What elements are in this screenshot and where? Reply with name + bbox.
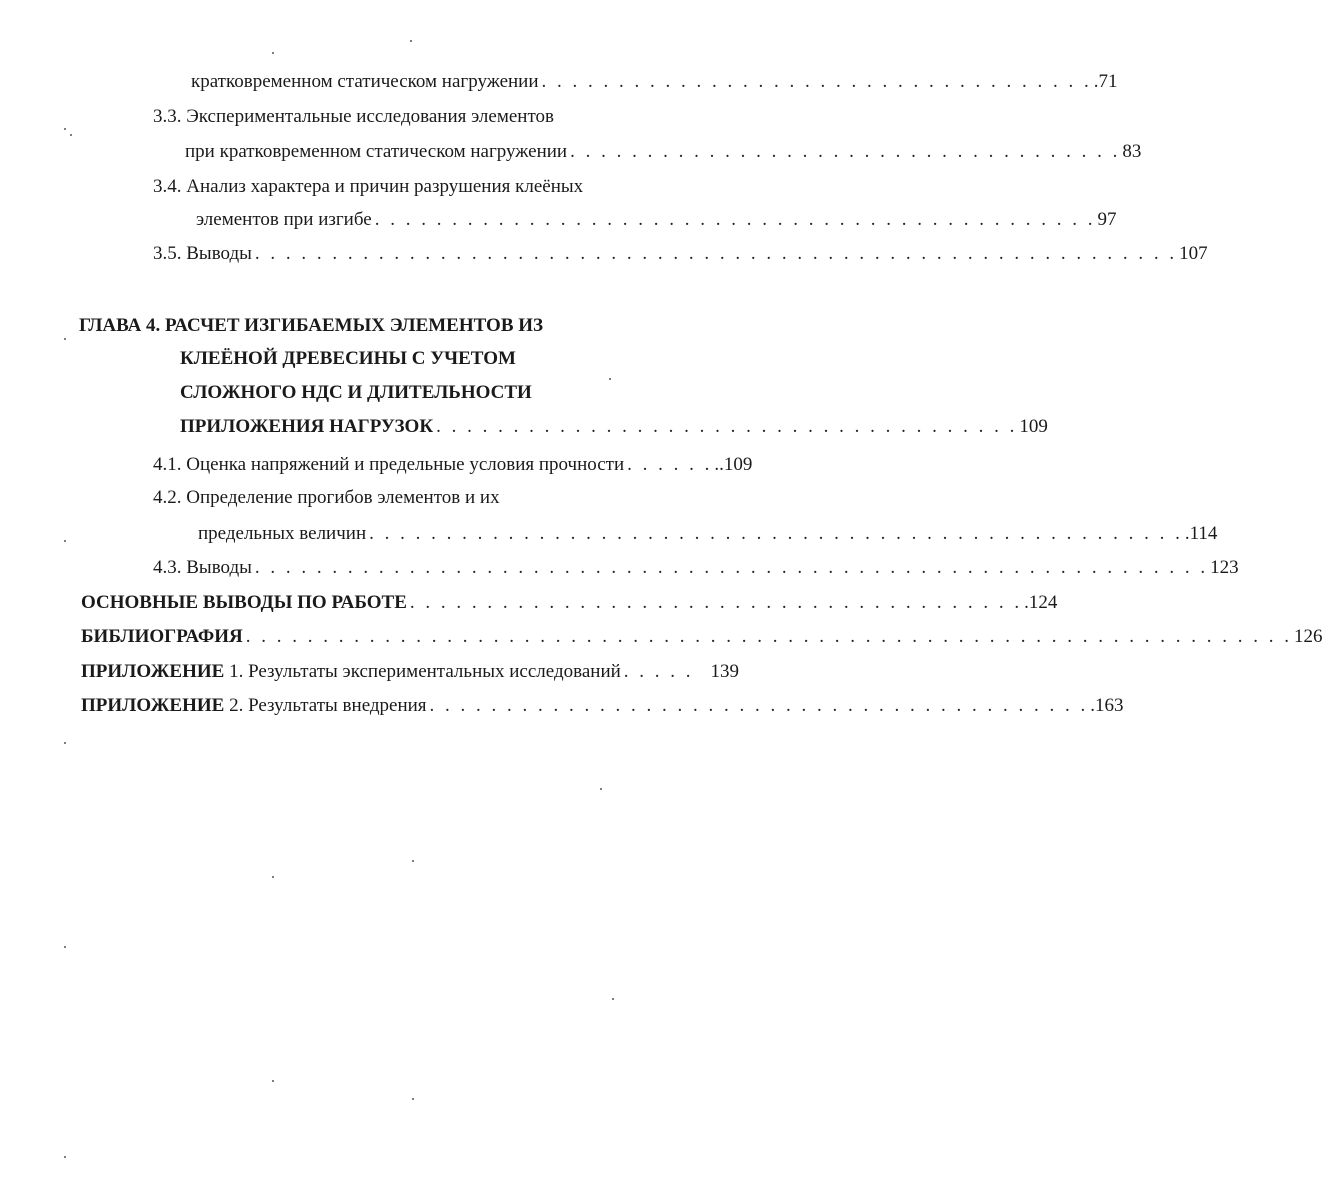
toc-entry-title xyxy=(81,660,621,684)
toc-entry-3-3[interactable] xyxy=(185,140,1142,164)
scan-speck xyxy=(64,742,66,744)
dot-leader: . . . . . . . . . . . . . . . . . . . . . . . . . . . . . . . . . . . . . . . . . . . . . . . . . . . . . . . . . . . . xyxy=(254,243,1178,264)
toc-entry-title: 4.3. Выводы xyxy=(153,557,252,578)
page-number: ..109 xyxy=(714,454,753,475)
toc-entry-title: кратковременном статическом нагружении xyxy=(191,71,539,92)
toc-entry-appendix-1[interactable] xyxy=(81,660,739,684)
dot-leader: . . . . . . . . . . . . . . . . . . . . . . . . . . . . . . . . . . . . . . . . . . . . . . . . . . . . . xyxy=(369,523,1183,544)
dot-leader: . . . . . . . . . . . . . . . . . . . . . . . . . . . . . . . . . . . . . . . . . . . . . . . xyxy=(374,209,1096,230)
toc-entry-appendix-2[interactable] xyxy=(81,694,1124,718)
toc-entry-4-1[interactable] xyxy=(153,453,753,477)
scan-speck xyxy=(64,128,66,130)
page-number: 126 xyxy=(1294,626,1323,647)
dot-leader: . . . . . . . . . . . . . . . . . . . . . . . . . . . . . . . . . . . . . . . . xyxy=(409,592,1023,613)
scan-speck xyxy=(600,788,602,790)
scan-speck xyxy=(612,998,614,1000)
page-number: 123 xyxy=(1210,557,1239,578)
chapter-4-title-line1: ГЛАВА 4. РАСЧЕТ ИЗГИБАЕМЫХ ЭЛЕМЕНТОВ ИЗ xyxy=(79,315,544,336)
toc-entry-title: БИБЛИОГРАФИЯ xyxy=(81,626,243,647)
toc-entry-title: 3.5. Выводы xyxy=(153,243,252,264)
toc-entry-title xyxy=(81,694,427,718)
scan-speck xyxy=(64,946,66,948)
toc-entry-chapter-4[interactable] xyxy=(180,415,1048,439)
dot-leader: . . . . . . . . . . . . . . . . . . . . . . . . . . . . . . . . . . . . . . . . . . . . . . . . . . . . . . . . . . . . . . xyxy=(254,557,1209,578)
dot-leader: . . . . . xyxy=(623,661,694,682)
scan-speck xyxy=(64,540,66,542)
toc-entry-3-2-continuation[interactable] xyxy=(191,70,1118,94)
page-number: 83 xyxy=(1122,141,1142,162)
dot-leader: . . . . . . . . . . . . . . . . . . . . . . . . . . . . . . . . . . . . xyxy=(570,141,1121,162)
toc-entry-4-2-title-line1: 4.2. Определение прогибов элементов и их xyxy=(153,487,500,508)
dot-leader: . . . . . . . . . . . . . . . . . . . . . . . . . . . . . . . . . . . . . . . . . . . . . . . . . . . . . . . . . . . . . . . . . . . . xyxy=(245,626,1293,647)
page-number: .124 xyxy=(1024,592,1058,613)
scan-speck xyxy=(412,1098,414,1100)
chapter-4-title-line3: СЛОЖНОГО НДС И ДЛИТЕЛЬНОСТИ xyxy=(180,382,532,403)
page-number: 139 xyxy=(710,661,739,682)
toc-entry-4-3[interactable] xyxy=(153,556,1239,580)
scan-speck xyxy=(609,378,611,380)
scan-speck xyxy=(272,52,274,54)
appendix-label: ПРИЛОЖЕНИЕ xyxy=(81,695,225,716)
dot-leader: . . . . . . . . . . . . . . . . . . . . . . . . . . . . . . . . . . . . . . xyxy=(436,416,1018,437)
toc-entry-3-4[interactable] xyxy=(196,208,1117,232)
dot-leader: . . . . . . . . . . . . . . . . . . . . . . . . . . . . . . . . . . . . . . . . . . . xyxy=(429,695,1089,716)
toc-entry-bibliography[interactable] xyxy=(81,625,1323,649)
scan-speck xyxy=(272,1080,274,1082)
appendix-title: 1. Результаты экспериментальных исследований xyxy=(229,661,621,682)
toc-entry-4-2[interactable] xyxy=(198,522,1218,546)
toc-entry-title: 4.1. Оценка напряжений и предельные условия прочности xyxy=(153,454,625,475)
scan-speck xyxy=(272,876,274,878)
scan-speck xyxy=(70,134,72,136)
scan-speck xyxy=(410,40,412,42)
dot-leader: . . . . . . xyxy=(627,454,713,475)
page-number: .163 xyxy=(1090,695,1124,716)
scan-speck xyxy=(64,338,66,340)
page-number: 97 xyxy=(1097,209,1117,230)
toc-entry-conclusions[interactable] xyxy=(81,591,1058,615)
appendix-label: ПРИЛОЖЕНИЕ xyxy=(81,661,225,682)
page-number: .71 xyxy=(1093,71,1118,92)
toc-entry-title: при кратковременном статическом нагружении xyxy=(185,141,568,162)
toc-entry-title: предельных величин xyxy=(198,523,367,544)
appendix-title: 2. Результаты внедрения xyxy=(229,695,427,716)
toc-entry-3-5[interactable] xyxy=(153,242,1208,266)
toc-entry-title: элементов при изгибе xyxy=(196,209,372,230)
page-number: 107 xyxy=(1179,243,1208,264)
toc-entry-title: ПРИЛОЖЕНИЯ НАГРУЗОК xyxy=(180,416,434,437)
dot-leader: . . . . . . . . . . . . . . . . . . . . . . . . . . . . . . . . . . . . xyxy=(541,71,1092,92)
scan-speck xyxy=(412,860,414,862)
toc-entry-title: ОСНОВНЫЕ ВЫВОДЫ ПО РАБОТЕ xyxy=(81,592,407,613)
page-number: .114 xyxy=(1184,523,1218,544)
scan-speck xyxy=(64,1156,66,1158)
page-number: 109 xyxy=(1019,416,1048,437)
toc-entry-3-4-title-line1: 3.4. Анализ характера и причин разрушения клеёных xyxy=(153,176,584,197)
toc-entry-3-3-title-line1: 3.3. Экспериментальные исследования элементов xyxy=(153,106,554,127)
chapter-4-title-line2: КЛЕЁНОЙ ДРЕВЕСИНЫ С УЧЕТОМ xyxy=(180,348,516,369)
